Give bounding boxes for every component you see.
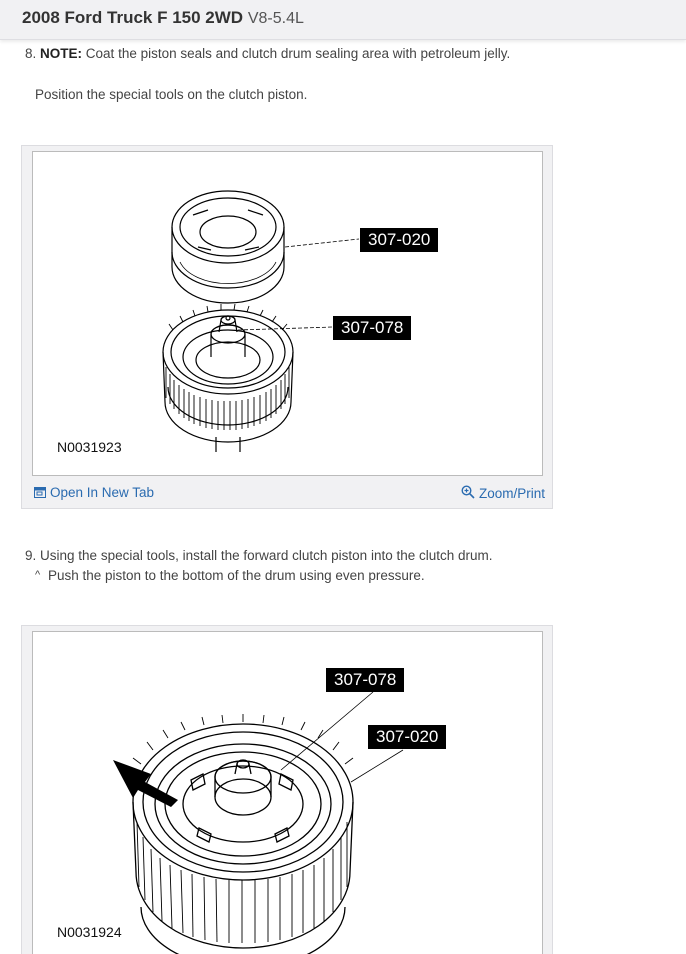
piston-install-illustration xyxy=(33,632,542,954)
magnifier-icon xyxy=(461,485,475,502)
callout-307-078: 307-078 xyxy=(333,316,411,340)
step-9-sub-item xyxy=(35,568,425,583)
step-9-text xyxy=(25,548,493,563)
step-8-note xyxy=(25,46,510,61)
callout-307-078: 307-078 xyxy=(326,668,404,692)
page-header xyxy=(0,0,686,40)
figure-1-footer xyxy=(22,480,552,508)
figure-card-1 xyxy=(21,145,553,509)
figure-1-image[interactable] xyxy=(32,151,543,476)
callout-307-020: 307-020 xyxy=(368,725,446,749)
zoom-print-label: Zoom/Print xyxy=(478,486,545,501)
clutch-drum-tools-illustration xyxy=(33,152,542,475)
figure-id: N0031923 xyxy=(57,439,122,455)
sub-bullet: ^ xyxy=(35,569,41,581)
note-text: Coat the piston seals and clutch drum sealing area with petroleum jelly. xyxy=(85,46,511,61)
open-in-new-tab-link[interactable] xyxy=(34,485,154,501)
figure-2-image[interactable] xyxy=(32,631,543,954)
figure-card-2 xyxy=(21,625,553,954)
open-tab-icon xyxy=(34,486,46,501)
open-in-new-tab-label: Open In New Tab xyxy=(50,485,155,500)
vehicle-title xyxy=(22,8,304,28)
callout-307-020: 307-020 xyxy=(360,228,438,252)
zoom-print-link[interactable] xyxy=(461,485,545,502)
engine-label: V8-5.4L xyxy=(247,10,304,27)
step-9-number: 9. xyxy=(25,548,37,563)
figure-id: N0031924 xyxy=(57,924,122,940)
step-9-instruction: Using the special tools, install the forward clutch piston into the clutch drum. xyxy=(40,548,493,563)
vehicle-name: 2008 Ford Truck F 150 2WD xyxy=(22,8,244,27)
step-8-number: 8. xyxy=(25,46,37,61)
sub-text: Push the piston to the bottom of the drum using even pressure. xyxy=(47,568,425,583)
step-8-instruction: Position the special tools on the clutch piston. xyxy=(35,87,308,102)
note-label: NOTE: xyxy=(40,46,83,61)
